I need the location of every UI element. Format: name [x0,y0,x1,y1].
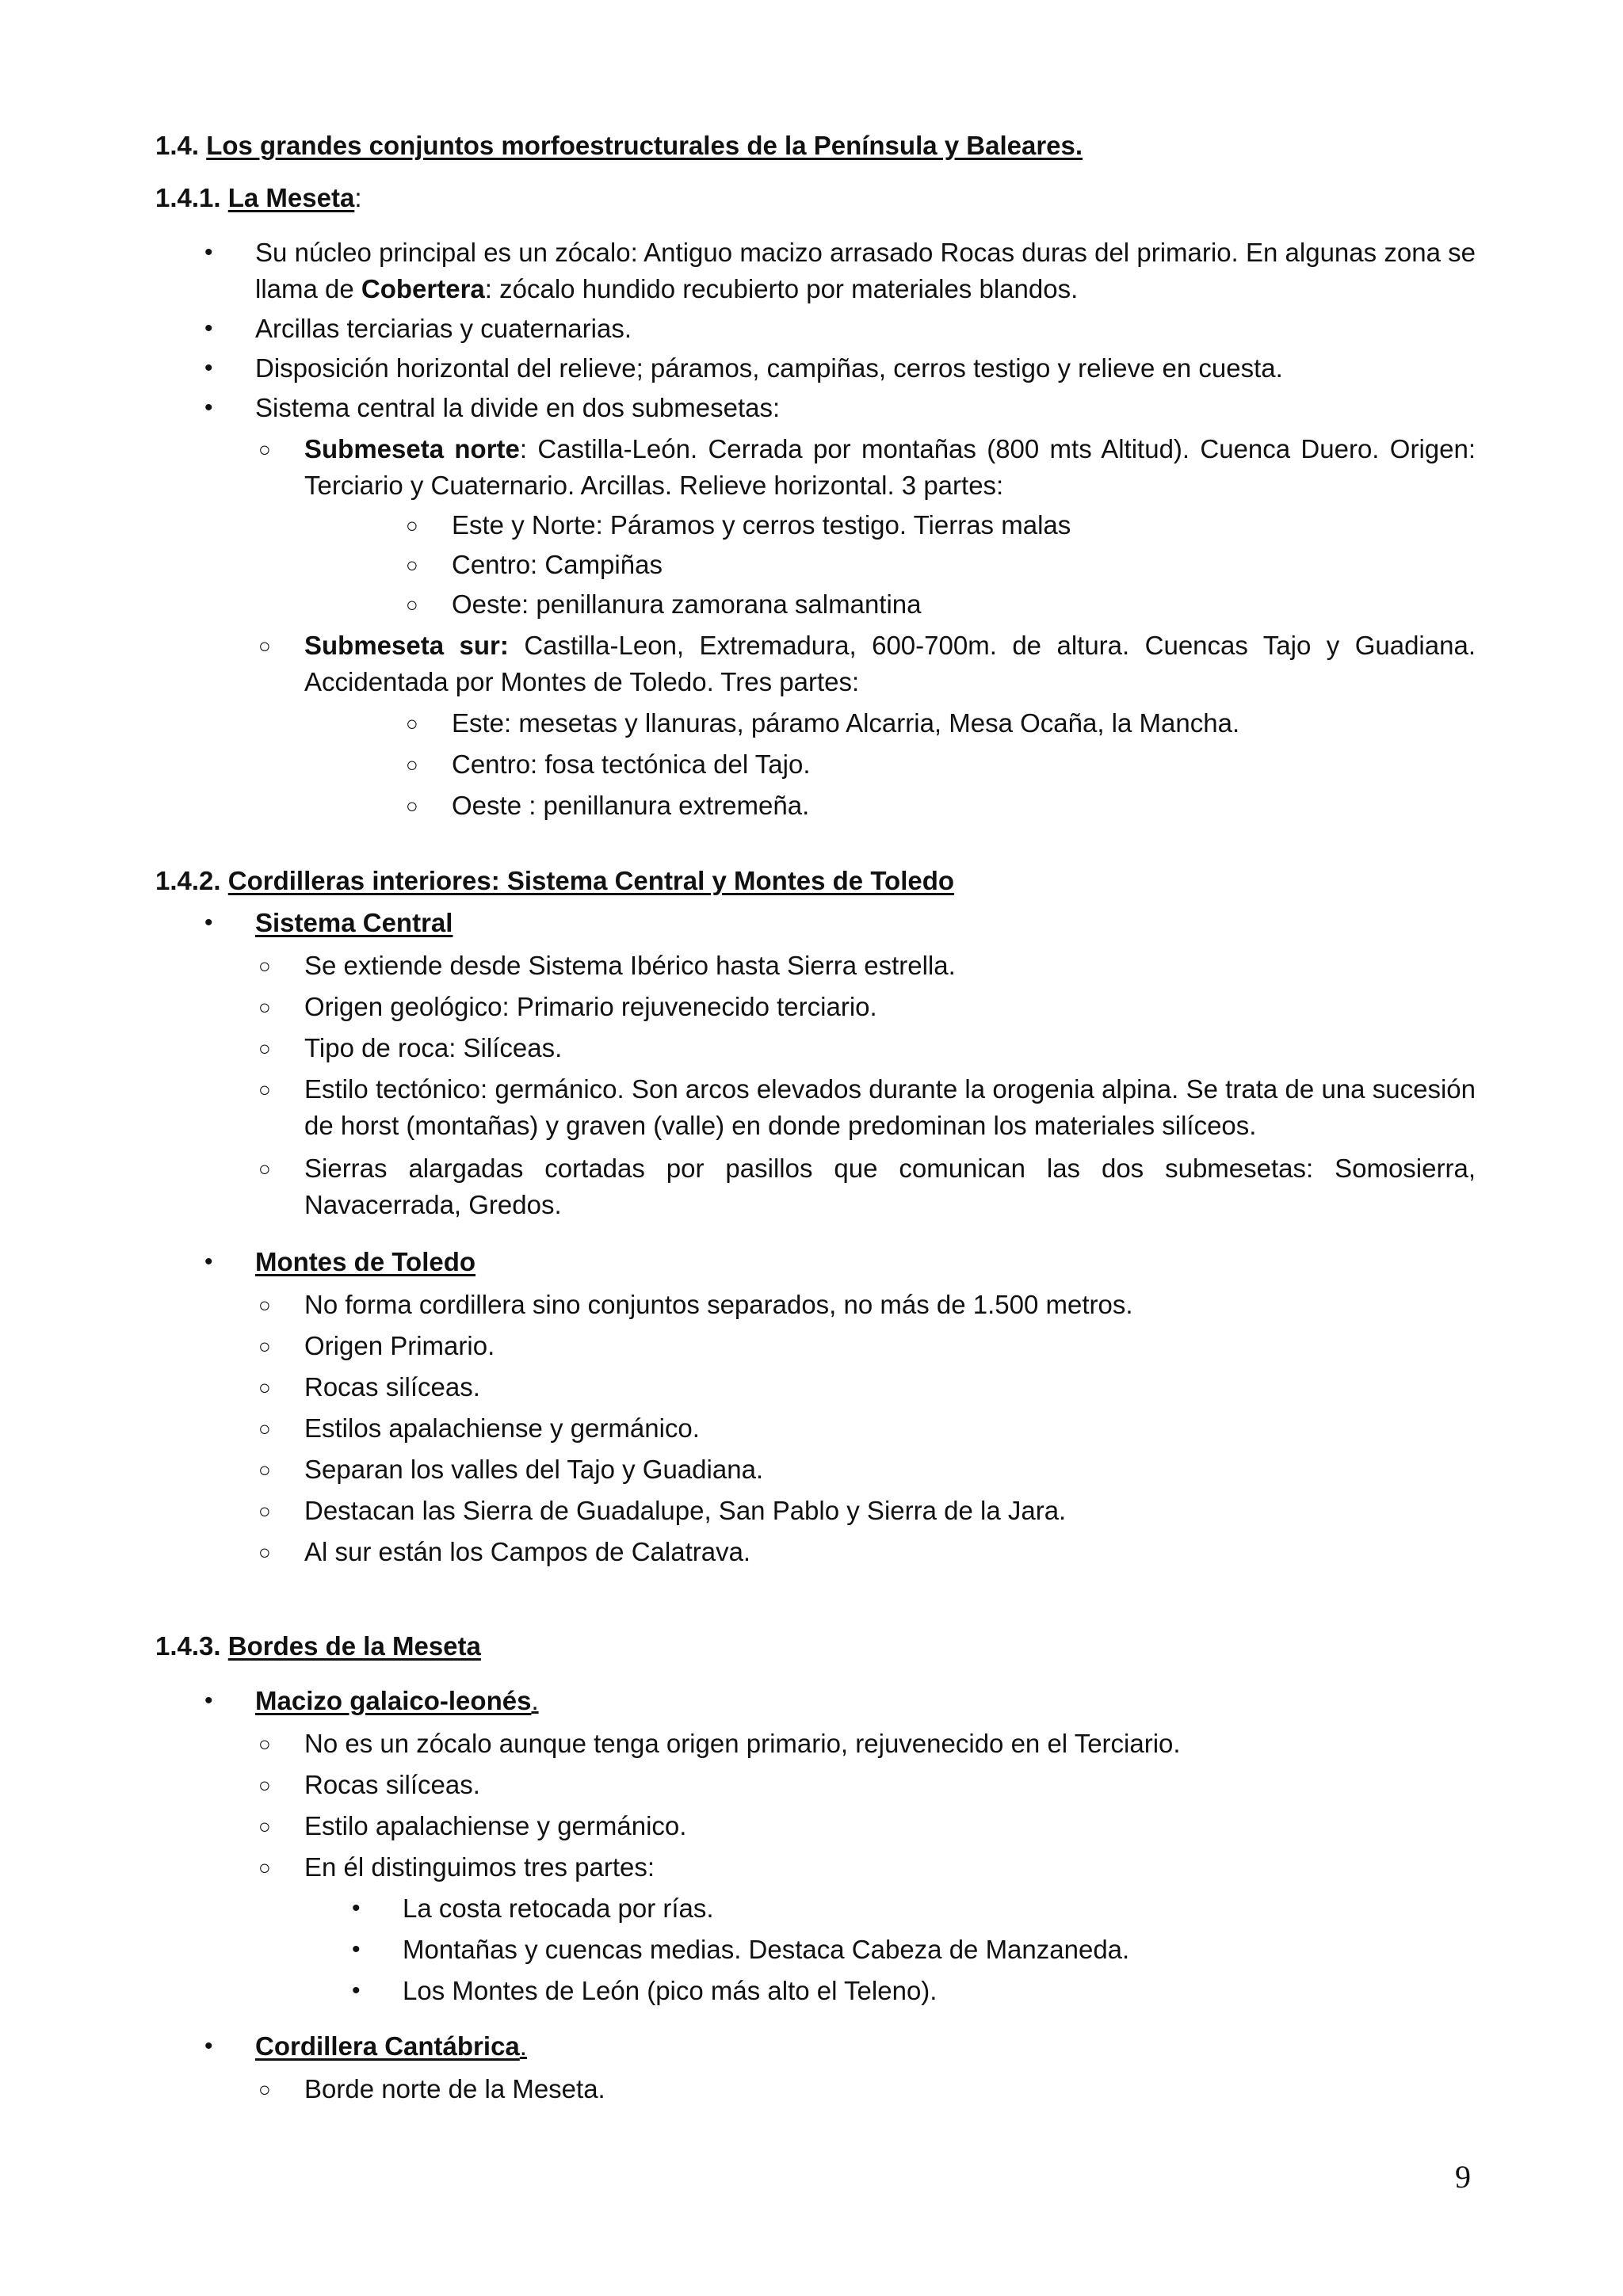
circle-bullet-icon: ○ [258,954,271,978]
circle-bullet-icon: ○ [258,1293,271,1317]
list-item: ○ Este: mesetas y llanuras, páramo Alcarria, Mesa Ocaña, la Mancha. [452,705,1476,742]
list-item: ○ Estilos apalachiense y germánico. [304,1410,1476,1447]
list-item-submeseta-norte: ○ Submeseta norte: Castilla-León. Cerrada por montañas (800 mts Altitud). Cuenca Duero. Origen: Terciario y Cuaternario. Arcillas. Relieve horizontal. 3 partes: [304,431,1476,504]
list-item: • La costa retocada por rías. [403,1890,1476,1927]
list-item: ○ No es un zócalo aunque tenga origen primario, rejuvenecido en el Terciario. [304,1726,1476,1762]
bullet-icon: • [204,239,213,265]
bullet-icon: • [204,1249,213,1275]
circle-bullet-icon: ○ [258,1375,271,1399]
circle-bullet-icon: ○ [258,1077,271,1101]
circle-bullet-icon: ○ [258,1540,271,1564]
circle-bullet-icon: ○ [406,711,418,735]
circle-bullet-icon: ○ [406,794,418,818]
list-item: • Su núcleo principal es un zócalo: Antiguo macizo arrasado Rocas duras del primario. En algunas zona se llama de Cobertera: zócalo hundido recubierto por materiales blandos. [255,235,1476,307]
circle-bullet-icon: ○ [258,1855,271,1879]
circle-bullet-icon: ○ [406,593,418,616]
circle-bullet-icon: ○ [258,634,271,658]
circle-bullet-icon: ○ [258,1417,271,1440]
circle-bullet-icon: ○ [258,1773,271,1797]
bullet-icon: • [204,910,213,936]
bullet-icon: • [352,1936,361,1962]
section-heading-1-4-1: 1.4.1. La Meseta: [155,183,362,212]
section-heading-1-4-3: 1.4.3. Bordes de la Meseta [155,1631,481,1661]
bullet-icon: • [352,1978,361,2004]
bullet-icon: • [204,2033,213,2059]
list-item: • Arcillas terciarias y cuaternarias. [255,311,1476,347]
bullet-icon: • [204,315,213,341]
list-item: • Los Montes de León (pico más alto el Teleno). [403,1973,1476,2009]
list-item: ○ Centro: fosa tectónica del Tajo. [452,746,1476,783]
list-item: ○ Se extiende desde Sistema Ibérico hasta Sierra estrella. [304,948,1476,984]
bullet-icon: • [352,1895,361,1921]
list-item: ○ Tipo de roca: Silíceas. [304,1030,1476,1066]
page-number: 9 [1455,2159,1471,2195]
bullet-icon: • [204,355,213,381]
list-item: ○ Estilo tectónico: germánico. Son arcos elevados durante la orogenia alpina. Se trata de una sucesión de horst (montañas) y graven (valle) en donde predominan los materiales silíceos. [304,1071,1476,1144]
circle-bullet-icon: ○ [258,1458,271,1482]
list-item: ○ Rocas silíceas. [304,1767,1476,1803]
list-item-cordillera-cantabrica: • Cordillera Cantábrica. [255,2028,1476,2065]
list-item: • Disposición horizontal del relieve; páramos, campiñas, cerros testigo y relieve en cuesta. [255,350,1476,387]
circle-bullet-icon: ○ [406,553,418,577]
list-item: ○ Estilo apalachiense y germánico. [304,1808,1476,1844]
list-item: ○ Oeste : penillanura extremeña. [452,788,1476,824]
list-item: ○ No forma cordillera sino conjuntos separados, no más de 1.500 metros. [304,1287,1476,1323]
bullet-icon: • [204,395,213,421]
list-item: ○ Borde norte de la Meseta. [304,2071,1476,2107]
section-heading-1-4: 1.4. Los grandes conjuntos morfoestructurales de la Península y Baleares. [155,131,1083,160]
circle-bullet-icon: ○ [258,437,271,461]
list-item: ○ Centro: Campiñas [452,547,1476,583]
list-item-submeseta-sur: ○ Submeseta sur: Castilla-Leon, Extremadura, 600-700m. de altura. Cuencas Tajo y Guadiana. Accidentada por Montes de Toledo. Tres partes: [304,627,1476,700]
circle-bullet-icon: ○ [258,1157,271,1180]
circle-bullet-icon: ○ [258,1334,271,1358]
circle-bullet-icon: ○ [258,995,271,1019]
circle-bullet-icon: ○ [258,1499,271,1523]
list-item: ○ Destacan las Sierra de Guadalupe, San Pablo y Sierra de la Jara. [304,1493,1476,1529]
list-item: ○ Sierras alargadas cortadas por pasillos que comunican las dos submesetas: Somosierra, Navacerrada, Gredos. [304,1150,1476,1223]
list-item: • Sistema central la divide en dos submesetas: [255,390,1476,426]
bullet-icon: • [204,1688,213,1714]
circle-bullet-icon: ○ [258,1732,271,1756]
list-item: • Montañas y cuencas medias. Destaca Cabeza de Manzaneda. [403,1932,1476,1968]
circle-bullet-icon: ○ [258,1036,271,1060]
circle-bullet-icon: ○ [258,2077,271,2101]
section-heading-1-4-2: 1.4.2. Cordilleras interiores: Sistema Central y Montes de Toledo [155,866,955,895]
list-item: ○ Rocas silíceas. [304,1369,1476,1405]
circle-bullet-icon: ○ [406,513,418,537]
circle-bullet-icon: ○ [258,1814,271,1838]
list-item: ○ Origen Primario. [304,1328,1476,1364]
list-item-macizo-galaico: • Macizo galaico-leonés. [255,1683,1476,1719]
list-item: ○ Al sur están los Campos de Calatrava. [304,1534,1476,1570]
list-item: ○ Este y Norte: Páramos y cerros testigo. Tierras malas [452,507,1476,543]
list-item-sistema-central: • Sistema Central [255,905,1476,941]
list-item: ○ Origen geológico: Primario rejuvenecido terciario. [304,989,1476,1025]
list-item: ○ Separan los valles del Tajo y Guadiana. [304,1451,1476,1488]
circle-bullet-icon: ○ [406,753,418,776]
list-item-montes-toledo: • Montes de Toledo [255,1244,1476,1280]
list-item: ○ En él distinguimos tres partes: [304,1849,1476,1886]
list-item: ○ Oeste: penillanura zamorana salmantina [452,586,1476,623]
